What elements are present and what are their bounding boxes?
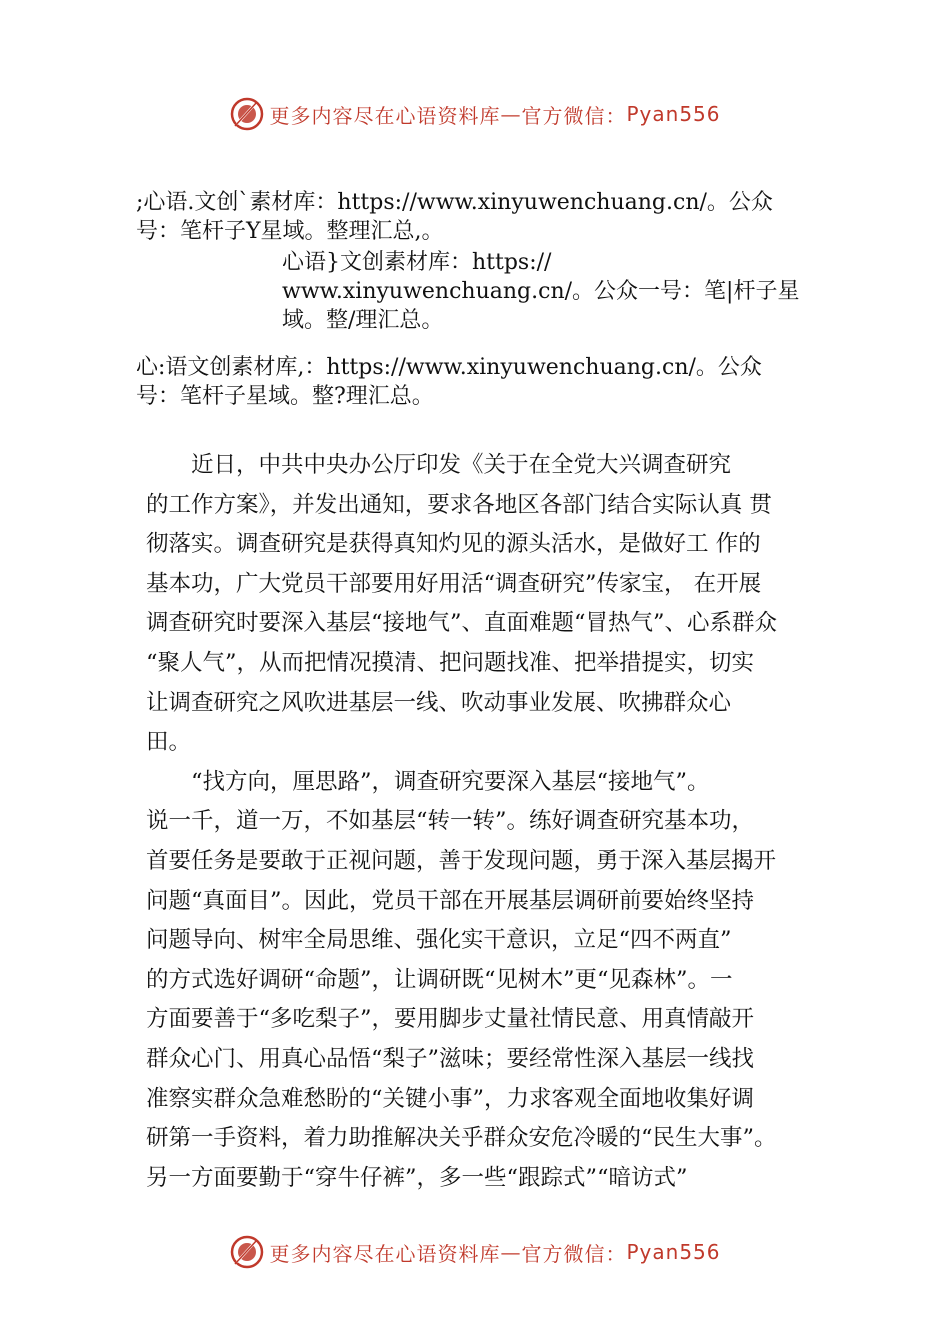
text-line: 彻落实。调查研究是获得真知灼见的源头活水，是做好工 作的 bbox=[146, 531, 761, 558]
banner-title: 更多内容尽在心语资料库 bbox=[269, 103, 501, 128]
banner-separator: — bbox=[500, 1240, 522, 1264]
text-line: 田。 bbox=[146, 729, 192, 756]
text-line: 的方式选好调研“命题”，让调研既“见树木”更“见森林”。一 bbox=[146, 966, 733, 993]
banner-wechat-label: 官方微信： bbox=[521, 1241, 627, 1266]
text-line: 基本功，广大党员干部要用好用活“调查研究”传家宝， 在开展 bbox=[146, 570, 762, 597]
watermark-2 bbox=[282, 248, 799, 335]
text-line: 首要任务是要敢于正视问题，善于发现问题，勇于深入基层揭开 bbox=[146, 847, 777, 874]
footer-banner bbox=[0, 1232, 950, 1272]
watermark-line: 号：笔杆子星域。整?理汇总。 bbox=[136, 384, 434, 409]
banner-wechat-id: Pyan556 bbox=[626, 1240, 721, 1264]
header-banner bbox=[0, 94, 950, 134]
text-line: 调查研究时要深入基层“接地气”、直面难题“冒热气”、心系群众 bbox=[146, 610, 778, 637]
article-body bbox=[146, 446, 846, 1198]
watermark-line: 心语}文创素材库：https:// bbox=[282, 250, 552, 275]
paragraph-1 bbox=[146, 446, 846, 763]
watermark-line: 心:语文创素材库,：https://www.xinyuwenchuang.cn/。公众 bbox=[136, 355, 762, 380]
text-line: 方面要善于“多吃梨子”，要用脚步丈量社情民意、用真情敲开 bbox=[146, 1006, 755, 1033]
watermark-1 bbox=[136, 188, 773, 246]
text-line: 让调查研究之风吹进基层一线、吹动事业发展、吹拂群众心 bbox=[146, 689, 732, 716]
seal-logo-icon bbox=[229, 96, 265, 132]
text-line: 问题“真面目”。因此，党员干部在开展基层调研前要始终坚持 bbox=[146, 887, 755, 914]
text-line: 群众心门、用真心品悟“梨子”滋味；要经常性深入基层一线找 bbox=[146, 1045, 755, 1072]
watermark-line: www.xinyuwenchuang.cn/。公众一号：笔|杆子星 bbox=[282, 279, 800, 304]
watermark-line: 号：笔杆子Y星域。整理汇总,。 bbox=[136, 219, 444, 244]
text-line: “找方向，厘思路”，调查研究要深入基层“接地气”。 bbox=[146, 768, 710, 795]
text-line: 说一千，道一万，不如基层“转一转”。练好调查研究基本功， bbox=[146, 808, 755, 835]
seal-logo-icon bbox=[229, 1234, 265, 1270]
text-line: 研第一手资料，着力助推解决关乎群众安危冷暖的“民生大事”。 bbox=[146, 1125, 777, 1152]
banner-separator: — bbox=[500, 102, 522, 126]
text-line: 的工作方案》，并发出通知，要求各地区各部门结合实际认真 贯 bbox=[146, 491, 772, 518]
banner-wechat-id: Pyan556 bbox=[626, 102, 721, 126]
watermark-3 bbox=[136, 353, 762, 411]
text-line: 准察实群众急难愁盼的“关键小事”，力求客观全面地收集好调 bbox=[146, 1085, 755, 1112]
banner-title: 更多内容尽在心语资料库 bbox=[269, 1241, 501, 1266]
text-line: 另一方面要勤于“穿牛仔裤”，多一些“跟踪式”“暗访式” bbox=[146, 1164, 688, 1191]
watermark-line: ;心语.文创`素材库：https://www.xinyuwenchuang.cn/。公众 bbox=[136, 190, 773, 215]
watermark-line: 域。整/理汇总。 bbox=[282, 308, 444, 333]
text-line: “聚人气”，从而把情况摸清、把问题找准、把举措提实，切实 bbox=[146, 649, 755, 676]
text-line: 近日，中共中央办公厅印发《关于在全党大兴调查研究 bbox=[146, 452, 732, 478]
banner-wechat-label: 官方微信： bbox=[521, 103, 627, 128]
paragraph-2 bbox=[146, 763, 846, 1199]
text-line: 问题导向、树牢全局思维、强化实干意识，立足“四不两直” bbox=[146, 927, 732, 954]
